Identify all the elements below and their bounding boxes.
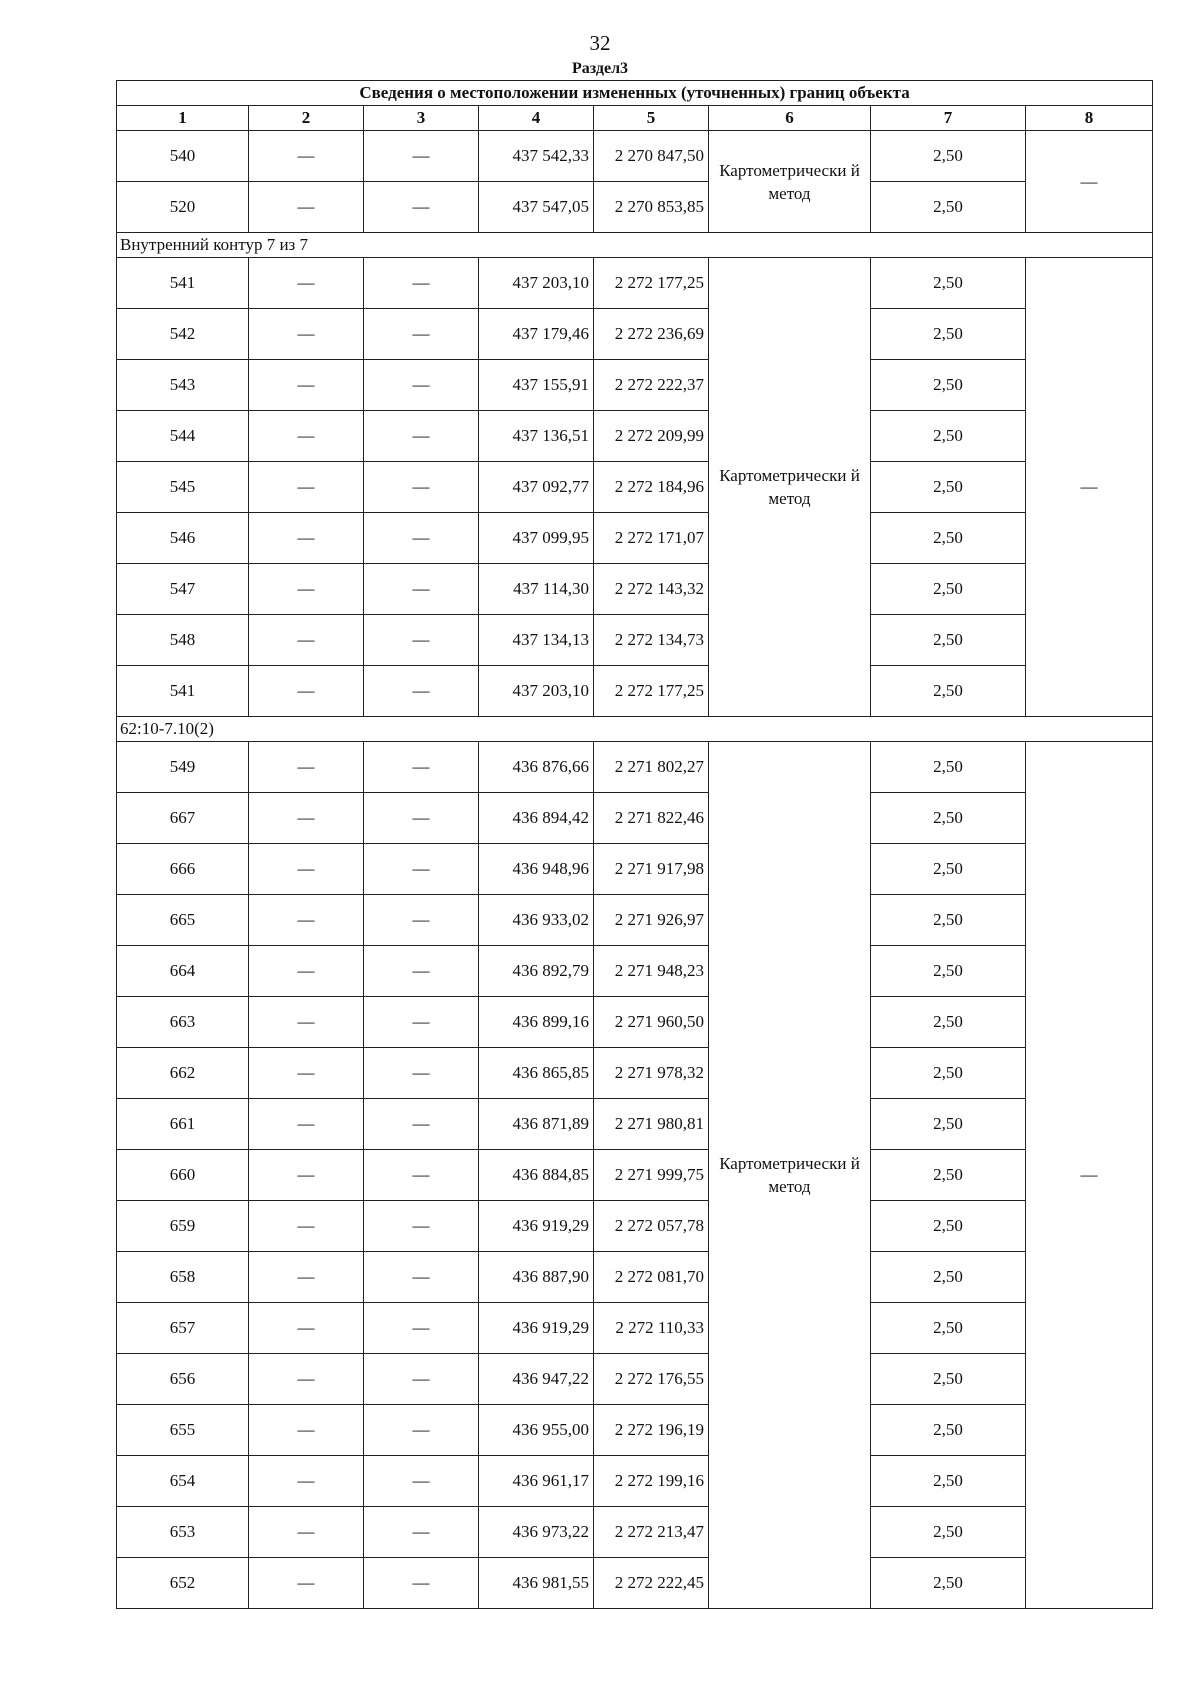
- y-coordinate-cell: 2 272 081,70: [594, 1252, 709, 1303]
- column-2-cell: —: [249, 513, 364, 564]
- accuracy-cell: 2,50: [871, 742, 1026, 793]
- table-row: [117, 1507, 1153, 1558]
- x-coordinate-cell: 437 203,10: [479, 666, 594, 717]
- column-number: 6: [709, 106, 871, 131]
- table-row: [117, 1558, 1153, 1609]
- column-number: 8: [1026, 106, 1153, 131]
- point-number-cell: 549: [117, 742, 249, 793]
- table-row: [117, 895, 1153, 946]
- column-3-cell: —: [364, 1252, 479, 1303]
- table-row: [117, 997, 1153, 1048]
- y-coordinate-cell: 2 272 213,47: [594, 1507, 709, 1558]
- x-coordinate-cell: 436 876,66: [479, 742, 594, 793]
- table-row: [117, 742, 1153, 793]
- point-number-cell: 656: [117, 1354, 249, 1405]
- table-title: Сведения о местоположении измененных (уточненных) границ объекта: [117, 81, 1153, 106]
- y-coordinate-cell: 2 272 177,25: [594, 666, 709, 717]
- point-number-cell: 657: [117, 1303, 249, 1354]
- column-2-cell: —: [249, 1354, 364, 1405]
- column-3-cell: —: [364, 513, 479, 564]
- column-3-cell: —: [364, 258, 479, 309]
- y-coordinate-cell: 2 271 948,23: [594, 946, 709, 997]
- y-coordinate-cell: 2 272 177,25: [594, 258, 709, 309]
- accuracy-cell: 2,50: [871, 793, 1026, 844]
- table-row: [117, 946, 1153, 997]
- x-coordinate-cell: 437 547,05: [479, 182, 594, 233]
- y-coordinate-cell: 2 272 110,33: [594, 1303, 709, 1354]
- y-coordinate-cell: 2 271 822,46: [594, 793, 709, 844]
- table-row: [117, 793, 1153, 844]
- column-2-cell: —: [249, 1303, 364, 1354]
- table-row: [117, 1252, 1153, 1303]
- x-coordinate-cell: 437 203,10: [479, 258, 594, 309]
- table-row: [117, 666, 1153, 717]
- column-2-cell: —: [249, 1405, 364, 1456]
- y-coordinate-cell: 2 272 199,16: [594, 1456, 709, 1507]
- point-number-cell: 544: [117, 411, 249, 462]
- point-number-cell: 520: [117, 182, 249, 233]
- accuracy-cell: 2,50: [871, 1252, 1026, 1303]
- point-number-cell: 662: [117, 1048, 249, 1099]
- section-heading: Раздел3: [571, 60, 629, 77]
- accuracy-cell: 2,50: [871, 895, 1026, 946]
- method-cell: Картометрически й метод: [709, 742, 871, 1609]
- table-row: [117, 131, 1153, 182]
- accuracy-cell: 2,50: [871, 1099, 1026, 1150]
- column-3-cell: —: [364, 309, 479, 360]
- group-label: Внутренний контур 7 из 7: [117, 233, 1153, 258]
- page-number: 32: [589, 31, 611, 55]
- point-number-cell: 661: [117, 1099, 249, 1150]
- group-label: 62:10-7.10(2): [117, 717, 1153, 742]
- group-row: [117, 717, 1153, 742]
- column-2-cell: —: [249, 360, 364, 411]
- y-coordinate-cell: 2 272 184,96: [594, 462, 709, 513]
- point-number-cell: 667: [117, 793, 249, 844]
- column-3-cell: —: [364, 564, 479, 615]
- table-row: [117, 309, 1153, 360]
- accuracy-cell: 2,50: [871, 1303, 1026, 1354]
- point-number-cell: 545: [117, 462, 249, 513]
- y-coordinate-cell: 2 270 847,50: [594, 131, 709, 182]
- point-number-cell: 541: [117, 258, 249, 309]
- accuracy-cell: 2,50: [871, 666, 1026, 717]
- table-row: [117, 1354, 1153, 1405]
- accuracy-cell: 2,50: [871, 615, 1026, 666]
- point-number-cell: 653: [117, 1507, 249, 1558]
- table-row: [117, 844, 1153, 895]
- y-coordinate-cell: 2 272 057,78: [594, 1201, 709, 1252]
- table-row: [117, 462, 1153, 513]
- x-coordinate-cell: 436 947,22: [479, 1354, 594, 1405]
- x-coordinate-cell: 437 136,51: [479, 411, 594, 462]
- column-3-cell: —: [364, 946, 479, 997]
- column-3-cell: —: [364, 615, 479, 666]
- x-coordinate-cell: 436 884,85: [479, 1150, 594, 1201]
- point-number-cell: 654: [117, 1456, 249, 1507]
- y-coordinate-cell: 2 272 143,32: [594, 564, 709, 615]
- x-coordinate-cell: 437 114,30: [479, 564, 594, 615]
- accuracy-cell: 2,50: [871, 1558, 1026, 1609]
- group-row: [117, 233, 1153, 258]
- x-coordinate-cell: 436 933,02: [479, 895, 594, 946]
- y-coordinate-cell: 2 272 222,45: [594, 1558, 709, 1609]
- accuracy-cell: 2,50: [871, 258, 1026, 309]
- x-coordinate-cell: 437 542,33: [479, 131, 594, 182]
- y-coordinate-cell: 2 272 209,99: [594, 411, 709, 462]
- y-coordinate-cell: 2 272 196,19: [594, 1405, 709, 1456]
- y-coordinate-cell: 2 271 926,97: [594, 895, 709, 946]
- x-coordinate-cell: 437 179,46: [479, 309, 594, 360]
- table-row: [117, 1456, 1153, 1507]
- column-2-cell: —: [249, 615, 364, 666]
- x-coordinate-cell: 437 092,77: [479, 462, 594, 513]
- accuracy-cell: 2,50: [871, 309, 1026, 360]
- column-3-cell: —: [364, 462, 479, 513]
- column-2-cell: —: [249, 182, 364, 233]
- column-3-cell: —: [364, 666, 479, 717]
- x-coordinate-cell: 436 865,85: [479, 1048, 594, 1099]
- point-number-cell: 547: [117, 564, 249, 615]
- table-row: [117, 1405, 1153, 1456]
- y-coordinate-cell: 2 272 171,07: [594, 513, 709, 564]
- column-3-cell: —: [364, 1048, 479, 1099]
- column-2-cell: —: [249, 844, 364, 895]
- accuracy-cell: 2,50: [871, 411, 1026, 462]
- x-coordinate-cell: 436 871,89: [479, 1099, 594, 1150]
- accuracy-cell: 2,50: [871, 1354, 1026, 1405]
- accuracy-cell: 2,50: [871, 131, 1026, 182]
- column-3-cell: —: [364, 1354, 479, 1405]
- column-8-cell: —: [1026, 131, 1153, 233]
- column-3-cell: —: [364, 360, 479, 411]
- x-coordinate-cell: 437 134,13: [479, 615, 594, 666]
- point-number-cell: 658: [117, 1252, 249, 1303]
- column-3-cell: —: [364, 411, 479, 462]
- column-3-cell: —: [364, 742, 479, 793]
- method-cell: Картометрически й метод: [709, 258, 871, 717]
- x-coordinate-cell: 436 948,96: [479, 844, 594, 895]
- column-3-cell: —: [364, 895, 479, 946]
- column-2-cell: —: [249, 462, 364, 513]
- accuracy-cell: 2,50: [871, 997, 1026, 1048]
- column-3-cell: —: [364, 1558, 479, 1609]
- y-coordinate-cell: 2 271 980,81: [594, 1099, 709, 1150]
- column-number: 7: [871, 106, 1026, 131]
- table-row: [117, 182, 1153, 233]
- column-2-cell: —: [249, 1048, 364, 1099]
- table-row: [117, 1150, 1153, 1201]
- column-2-cell: —: [249, 946, 364, 997]
- table-row: [117, 513, 1153, 564]
- x-coordinate-cell: 436 981,55: [479, 1558, 594, 1609]
- y-coordinate-cell: 2 271 999,75: [594, 1150, 709, 1201]
- column-2-cell: —: [249, 309, 364, 360]
- column-3-cell: —: [364, 793, 479, 844]
- y-coordinate-cell: 2 272 222,37: [594, 360, 709, 411]
- column-2-cell: —: [249, 997, 364, 1048]
- y-coordinate-cell: 2 271 960,50: [594, 997, 709, 1048]
- accuracy-cell: 2,50: [871, 462, 1026, 513]
- point-number-cell: 663: [117, 997, 249, 1048]
- column-2-cell: —: [249, 1456, 364, 1507]
- column-3-cell: —: [364, 131, 479, 182]
- y-coordinate-cell: 2 272 236,69: [594, 309, 709, 360]
- table-row: [117, 1201, 1153, 1252]
- x-coordinate-cell: 436 899,16: [479, 997, 594, 1048]
- x-coordinate-cell: 436 892,79: [479, 946, 594, 997]
- point-number-cell: 548: [117, 615, 249, 666]
- point-number-cell: 542: [117, 309, 249, 360]
- column-number-row: [117, 106, 1153, 131]
- accuracy-cell: 2,50: [871, 182, 1026, 233]
- point-number-cell: 660: [117, 1150, 249, 1201]
- table-row: [117, 1048, 1153, 1099]
- point-number-cell: 546: [117, 513, 249, 564]
- column-2-cell: —: [249, 1099, 364, 1150]
- accuracy-cell: 2,50: [871, 1405, 1026, 1456]
- accuracy-cell: 2,50: [871, 1456, 1026, 1507]
- column-number: 4: [479, 106, 594, 131]
- column-3-cell: —: [364, 844, 479, 895]
- column-2-cell: —: [249, 742, 364, 793]
- column-number: 1: [117, 106, 249, 131]
- x-coordinate-cell: 436 955,00: [479, 1405, 594, 1456]
- column-number: 5: [594, 106, 709, 131]
- column-2-cell: —: [249, 1252, 364, 1303]
- column-2-cell: —: [249, 1150, 364, 1201]
- column-3-cell: —: [364, 1303, 479, 1354]
- column-2-cell: —: [249, 258, 364, 309]
- column-2-cell: —: [249, 1558, 364, 1609]
- x-coordinate-cell: 436 887,90: [479, 1252, 594, 1303]
- point-number-cell: 540: [117, 131, 249, 182]
- accuracy-cell: 2,50: [871, 946, 1026, 997]
- column-2-cell: —: [249, 895, 364, 946]
- table-row: [117, 615, 1153, 666]
- x-coordinate-cell: 436 961,17: [479, 1456, 594, 1507]
- y-coordinate-cell: 2 271 917,98: [594, 844, 709, 895]
- column-2-cell: —: [249, 131, 364, 182]
- point-number-cell: 652: [117, 1558, 249, 1609]
- x-coordinate-cell: 436 973,22: [479, 1507, 594, 1558]
- coordinates-table: [116, 80, 1153, 1609]
- table-row: [117, 564, 1153, 615]
- point-number-cell: 664: [117, 946, 249, 997]
- column-3-cell: —: [364, 1099, 479, 1150]
- column-3-cell: —: [364, 997, 479, 1048]
- column-3-cell: —: [364, 1201, 479, 1252]
- column-number: 2: [249, 106, 364, 131]
- accuracy-cell: 2,50: [871, 564, 1026, 615]
- point-number-cell: 543: [117, 360, 249, 411]
- accuracy-cell: 2,50: [871, 1201, 1026, 1252]
- y-coordinate-cell: 2 271 802,27: [594, 742, 709, 793]
- point-number-cell: 655: [117, 1405, 249, 1456]
- column-3-cell: —: [364, 1507, 479, 1558]
- point-number-cell: 541: [117, 666, 249, 717]
- x-coordinate-cell: 436 894,42: [479, 793, 594, 844]
- column-2-cell: —: [249, 1201, 364, 1252]
- x-coordinate-cell: 437 155,91: [479, 360, 594, 411]
- table-row: [117, 411, 1153, 462]
- column-2-cell: —: [249, 666, 364, 717]
- x-coordinate-cell: 436 919,29: [479, 1303, 594, 1354]
- point-number-cell: 666: [117, 844, 249, 895]
- y-coordinate-cell: 2 272 134,73: [594, 615, 709, 666]
- column-3-cell: —: [364, 1405, 479, 1456]
- y-coordinate-cell: 2 271 978,32: [594, 1048, 709, 1099]
- column-8-cell: —: [1026, 742, 1153, 1609]
- accuracy-cell: 2,50: [871, 1507, 1026, 1558]
- column-8-cell: —: [1026, 258, 1153, 717]
- table-row: [117, 1099, 1153, 1150]
- table-row: [117, 258, 1153, 309]
- table-row: [117, 1303, 1153, 1354]
- point-number-cell: 665: [117, 895, 249, 946]
- y-coordinate-cell: 2 270 853,85: [594, 182, 709, 233]
- column-3-cell: —: [364, 1150, 479, 1201]
- method-cell: Картометрически й метод: [709, 131, 871, 233]
- column-2-cell: —: [249, 793, 364, 844]
- point-number-cell: 659: [117, 1201, 249, 1252]
- table-row: [117, 360, 1153, 411]
- x-coordinate-cell: 437 099,95: [479, 513, 594, 564]
- accuracy-cell: 2,50: [871, 844, 1026, 895]
- column-2-cell: —: [249, 411, 364, 462]
- accuracy-cell: 2,50: [871, 1150, 1026, 1201]
- column-3-cell: —: [364, 182, 479, 233]
- x-coordinate-cell: 436 919,29: [479, 1201, 594, 1252]
- accuracy-cell: 2,50: [871, 1048, 1026, 1099]
- accuracy-cell: 2,50: [871, 360, 1026, 411]
- accuracy-cell: 2,50: [871, 513, 1026, 564]
- column-3-cell: —: [364, 1456, 479, 1507]
- y-coordinate-cell: 2 272 176,55: [594, 1354, 709, 1405]
- column-2-cell: —: [249, 1507, 364, 1558]
- column-number: 3: [364, 106, 479, 131]
- column-2-cell: —: [249, 564, 364, 615]
